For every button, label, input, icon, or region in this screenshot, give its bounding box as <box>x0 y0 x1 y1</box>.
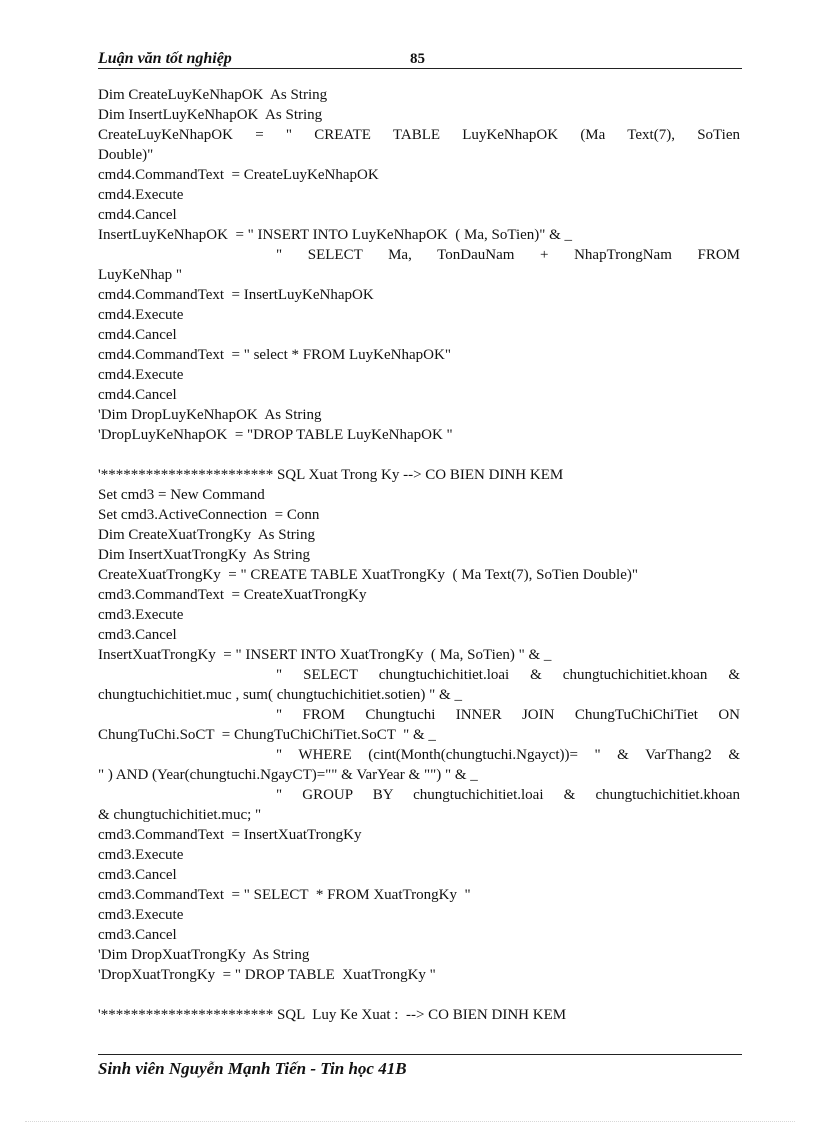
code-line: cmd4.CommandText = CreateLuyKeNhapOK <box>98 167 379 183</box>
code-body <box>98 85 740 1025</box>
code-line: 'Dim DropXuatTrongKy As String <box>98 947 310 963</box>
code-line: InsertLuyKeNhapOK = " INSERT INTO LuyKeNhapOK ( Ma, SoTien)" & _ <box>98 227 573 243</box>
code-line: " SELECT chungtuchichitiet.loai & chungtuchichitiet.khoan & <box>276 667 740 683</box>
code-line: '*********************** SQL Xuat Trong Ky --> CO BIEN DINH KEM <box>98 467 564 483</box>
code-line: CreateXuatTrongKy = " CREATE TABLE XuatTrongKy ( Ma Text(7), SoTien Double)" <box>98 567 638 583</box>
code-line: cmd3.Execute <box>98 607 184 623</box>
code-line: Set cmd3 = New Command <box>98 487 265 503</box>
page-footer: Sinh viên Nguyễn Mạnh Tiến - Tin học 41B <box>98 1059 407 1078</box>
code-line: InsertXuatTrongKy = " INSERT INTO XuatTrongKy ( Ma, SoTien) " & _ <box>98 647 552 663</box>
code-line: 'DropLuyKeNhapOK = "DROP TABLE LuyKeNhapOK " <box>98 427 453 443</box>
header-title: Luận văn tốt nghiệp <box>98 50 232 67</box>
code-line: " SELECT Ma, TonDauNam + NhapTrongNam FROM <box>276 247 740 263</box>
code-line: " ) AND (Year(chungtuchi.NgayCT)="" & VarYear & "") " & _ <box>98 767 478 783</box>
code-line: Dim CreateLuyKeNhapOK As String <box>98 87 328 103</box>
code-line: cmd4.Cancel <box>98 387 177 403</box>
code-line: cmd3.Cancel <box>98 627 177 643</box>
code-line: CreateLuyKeNhapOK = " CREATE TABLE LuyKeNhapOK (Ma Text(7), SoTien <box>98 127 740 143</box>
code-line: cmd3.Cancel <box>98 927 177 943</box>
page-number: 85 <box>410 51 425 67</box>
code-line: cmd3.CommandText = " SELECT * FROM XuatTrongKy " <box>98 887 471 903</box>
footer-rule <box>98 1054 742 1055</box>
code-line: ChungTuChi.SoCT = ChungTuChiChiTiet.SoCT " & _ <box>98 727 436 743</box>
code-line: cmd4.Execute <box>98 367 184 383</box>
code-line: cmd4.Cancel <box>98 327 177 343</box>
code-line: Dim InsertXuatTrongKy As String <box>98 547 310 563</box>
page-edge <box>25 1121 795 1122</box>
code-line: cmd3.Execute <box>98 847 184 863</box>
code-line: LuyKeNhap " <box>98 267 183 283</box>
code-line: '*********************** SQL Luy Ke Xuat : --> CO BIEN DINH KEM <box>98 1007 567 1023</box>
code-line: 'DropXuatTrongKy = " DROP TABLE XuatTrongKy " <box>98 967 436 983</box>
blank-line <box>98 445 740 465</box>
code-line: Set cmd3.ActiveConnection = Conn <box>98 507 320 523</box>
code-line: cmd4.CommandText = " select * FROM LuyKeNhapOK" <box>98 347 451 363</box>
code-line: cmd3.CommandText = CreateXuatTrongKy <box>98 587 367 603</box>
code-line: " FROM Chungtuchi INNER JOIN ChungTuChiChiTiet ON <box>276 707 740 723</box>
code-line: cmd4.Execute <box>98 307 184 323</box>
code-line: chungtuchichitiet.muc , sum( chungtuchichitiet.sotien) " & _ <box>98 687 462 703</box>
code-line: cmd3.Execute <box>98 907 184 923</box>
code-line: " GROUP BY chungtuchichitiet.loai & chungtuchichitiet.khoan <box>276 787 740 803</box>
code-line: " WHERE (cint(Month(chungtuchi.Ngayct))= " & VarThang2 & <box>276 747 740 763</box>
code-line: cmd4.Cancel <box>98 207 177 223</box>
code-line: & chungtuchichitiet.muc; " <box>98 807 262 823</box>
code-line: 'Dim DropLuyKeNhapOK As String <box>98 407 322 423</box>
code-line: cmd4.CommandText = InsertLuyKeNhapOK <box>98 287 374 303</box>
page-header <box>98 50 742 69</box>
code-line: Double)" <box>98 147 154 163</box>
blank-line <box>98 985 740 1005</box>
code-line: Dim CreateXuatTrongKy As String <box>98 527 315 543</box>
code-line: Dim InsertLuyKeNhapOK As String <box>98 107 323 123</box>
code-line: cmd3.Cancel <box>98 867 177 883</box>
code-line: cmd3.CommandText = InsertXuatTrongKy <box>98 827 362 843</box>
code-line: cmd4.Execute <box>98 187 184 203</box>
